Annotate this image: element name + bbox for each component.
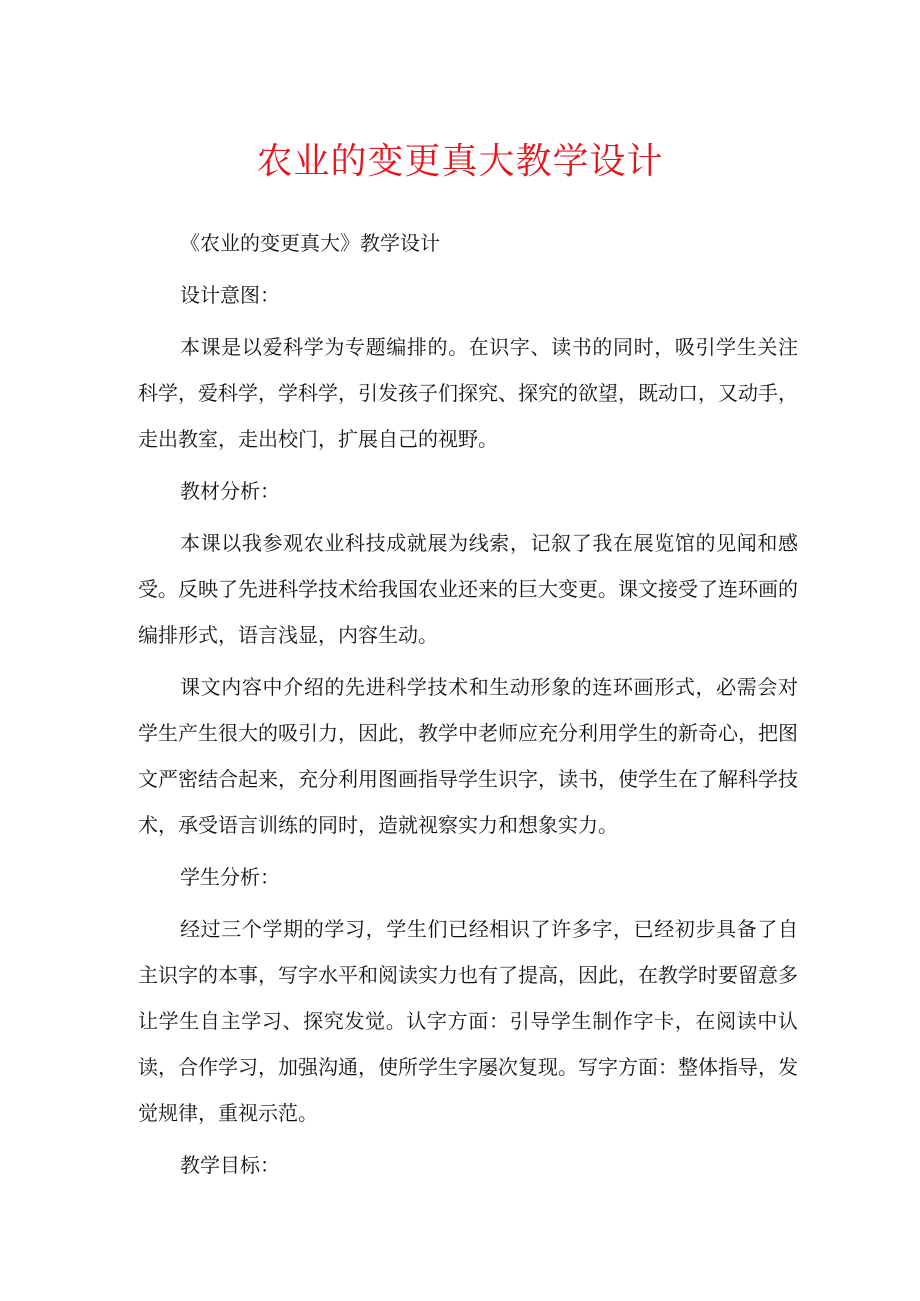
- paragraph-subtitle: 《农业的变更真大》教学设计: [180, 231, 440, 255]
- heading-teaching-goals: 教学目标：: [180, 1153, 280, 1177]
- paragraph-material-analysis-1: 本课以我参观农业科技成就展为线索，记叙了我在展览馆的见闻和感受。反映了先进科学技术给我国农业还来的巨大变更。课文接受了连环画的编排形式，语言浅显，内容生动。: [138, 531, 798, 647]
- paragraph-design-intent: 本课是以爱科学为专题编排的。在识字、读书的同时，吸引学生关注科学，爱科学，学科学，引发孩子们探究、探究的欲望，既动口，又动手，走出教室，走出校门，扩展自己的视野。: [138, 335, 798, 451]
- heading-material-analysis: 教材分析：: [180, 479, 280, 503]
- heading-student-analysis: 学生分析：: [180, 865, 280, 889]
- paragraph-material-analysis-2: 课文内容中介绍的先进科学技术和生动形象的连环画形式，必需会对学生产生很大的吸引力，因此，教学中老师应充分利用学生的新奇心，把图文严密结合起来，充分利用图画指导学生识字，读书，使学生在了解科学技术，承受语言训练的同时，造就视察实力和想象实力。: [138, 675, 798, 837]
- document-body: [138, 220, 798, 1188]
- document-title: 农业的变更真大教学设计: [256, 141, 664, 182]
- heading-design-intent: 设计意图：: [180, 283, 280, 307]
- paragraph-student-analysis: 经过三个学期的学习，学生们已经相识了许多字，已经初步具备了自主识字的本事，写字水平和阅读实力也有了提高，因此，在教学时要留意多让学生自主学习、探究发觉。认字方面：引导学生制作字卡，在阅读中认读，合作学习，加强沟通，使所学生字屡次复现。写字方面：整体指导，发觉规律，重视示范。: [138, 917, 798, 1125]
